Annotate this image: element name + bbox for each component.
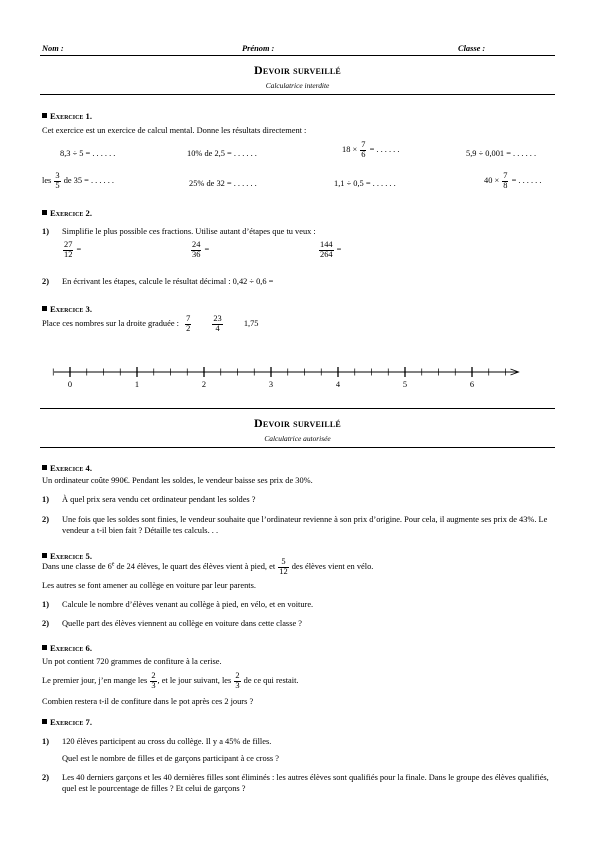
- ex6-line2-pre: Le premier jour, j’en mange les: [42, 676, 148, 686]
- fraction: [191, 241, 201, 260]
- fraction: [63, 241, 73, 260]
- ex3-title: [42, 304, 92, 315]
- ex1-r1-c-pre: 18 ×: [342, 145, 358, 155]
- ex7-title-text: Exercice 7.: [50, 717, 92, 727]
- numerator: 2: [151, 671, 156, 680]
- ex1-r2-a: [42, 172, 114, 191]
- axis-label: 2: [201, 380, 207, 389]
- ex5-intro-pre: Dans une classe de 6: [42, 562, 112, 572]
- ex2-frac3: [318, 241, 341, 260]
- numerator: 7: [503, 171, 508, 180]
- ex5-title-text: Exercice 5.: [50, 551, 92, 561]
- axis-label: 6: [469, 380, 475, 389]
- axis-label: 1: [134, 380, 140, 389]
- axis-label: 4: [335, 380, 341, 389]
- denominator: 3: [151, 680, 156, 690]
- bullet-square-icon: [42, 113, 47, 118]
- numerator: 3: [55, 171, 60, 180]
- numerator: 7: [361, 140, 366, 149]
- ex6-title-text: Exercice 6.: [50, 643, 92, 653]
- ex5-q2: Quelle part des élèves viennent au collège en voiture dans cette classe ?: [62, 619, 302, 628]
- ex1-r2-d: [484, 172, 541, 191]
- ex1-r1-c: [342, 141, 399, 160]
- denominator: 3: [235, 680, 240, 690]
- prenom-label: Prénom :: [242, 44, 275, 53]
- ex6-line2-post: de ce qui restait.: [243, 676, 299, 686]
- denominator: 4: [215, 323, 220, 333]
- ex1-r1-a: 8,3 ÷ 5 = . . . . . .: [60, 149, 116, 158]
- ex4-q2-number: 2): [42, 515, 49, 524]
- ex2-frac1: [62, 241, 81, 260]
- ex5-intro-sup: e: [111, 561, 115, 568]
- ex7-title: [42, 717, 92, 728]
- equals-sign: =: [204, 245, 210, 255]
- ex2-q1: Simplifie le plus possible ces fractions. Utilise autant d’étapes que tu veux :: [62, 227, 316, 236]
- ex3-intro-text: Place ces nombres sur la droite graduée :: [42, 319, 179, 329]
- separator-rule: [40, 408, 555, 409]
- number-line-labels: [68, 380, 474, 389]
- ex1-r2-c: 1,1 ÷ 0,5 = . . . . . .: [334, 179, 396, 188]
- ex7-q2-number: 2): [42, 773, 49, 782]
- denominator: 264: [320, 249, 333, 259]
- fraction: [185, 315, 191, 334]
- number-line: [50, 362, 540, 396]
- ex7-q2: Les 40 derniers garçons et les 40 dernières filles sont éliminés : les autres élèves sont qualifiés pour la finale. Dans le groupe des élèves qualifiés, quel est le pourcentage de filles ? Et celui de garçons ?: [62, 773, 549, 793]
- axis-label: 0: [67, 380, 73, 389]
- ex2-q1-number: 1): [42, 227, 49, 236]
- fraction: [278, 558, 288, 577]
- denominator: 6: [361, 149, 366, 159]
- numerator: 144: [320, 240, 333, 249]
- ex5-intro-mid: de 24 élèves, le quart des élèves vient à pied, et: [114, 562, 276, 572]
- numerator: 7: [186, 314, 191, 323]
- axis-label: 3: [268, 380, 274, 389]
- ex6-line1: Un pot contient 720 grammes de confiture à la cerise.: [42, 657, 222, 666]
- ex5-intro: [42, 558, 373, 577]
- ex7-q1a: 120 élèves participent au cross du collège. Il y a 45% de filles.: [62, 737, 272, 746]
- ex1-r2-a-post: de 35 = . . . . . .: [63, 176, 115, 186]
- ex4-title: [42, 463, 92, 474]
- numerator: 24: [192, 240, 201, 249]
- part1-subtitle: Calculatrice interdite: [265, 81, 330, 90]
- fraction: [150, 672, 156, 691]
- equals-sign: =: [336, 245, 342, 255]
- denominator: 36: [192, 249, 201, 259]
- numerator: 2: [235, 671, 240, 680]
- ex1-title-text: Exercice 1.: [50, 111, 92, 121]
- ex7-q1b: Quel est le nombre de filles et de garçons participant à ce cross ?: [62, 754, 279, 763]
- ex6-line2-mid: , et le jour suivant, les: [157, 676, 232, 686]
- ex1-intro: Cet exercice est un exercice de calcul mental. Donne les résultats directement :: [42, 126, 307, 135]
- bullet-square-icon: [42, 465, 47, 470]
- ex1-r1-d: 5,9 ÷ 0,001 = . . . . . .: [466, 149, 537, 158]
- part1-rule: [40, 94, 555, 95]
- denominator: 2: [186, 323, 191, 333]
- equals-sign: =: [76, 245, 82, 255]
- bullet-square-icon: [42, 306, 47, 311]
- numerator: 27: [64, 240, 73, 249]
- ex1-title: [42, 111, 92, 122]
- ex1-r2-d-post: = . . . . . .: [511, 176, 542, 186]
- ex4-q2: Une fois que les soldes sont finies, le vendeur souhaite que l’ordinateur revienne à son prix d’origine. Pour cela, il augmente ses prix de 43%. Le vendeur a t-il bien fait ? Détaille tes calculs. . .: [62, 515, 548, 535]
- fraction: [54, 172, 60, 191]
- bullet-square-icon: [42, 210, 47, 215]
- ex3-decimal: 1,75: [243, 319, 259, 329]
- numerator: 23: [213, 314, 222, 323]
- fraction: [212, 315, 222, 334]
- ex1-r1-c-post: = . . . . . .: [369, 145, 400, 155]
- ex1-r1-b: 10% de 2,5 = . . . . . .: [187, 149, 257, 158]
- ex4-intro: Un ordinateur coûte 990€. Pendant les soldes, le vendeur baisse ses prix de 30%.: [42, 476, 313, 485]
- ex4-q1: À quel prix sera vendu cet ordinateur pendant les soldes ?: [62, 495, 256, 504]
- nom-label: Nom :: [42, 44, 64, 53]
- part2-title: Devoir surveillé: [254, 416, 341, 430]
- ex2-title-text: Exercice 2.: [50, 208, 92, 218]
- ex5-q1: Calcule le nombre d’élèves venant au collège à pied, en vélo, et en voiture.: [62, 600, 314, 609]
- part1-title: Devoir surveillé: [254, 63, 341, 77]
- bullet-square-icon: [42, 719, 47, 724]
- ex1-r2-a-pre: les: [42, 176, 52, 186]
- ex5-intro-post: des élèves vient en vélo.: [291, 562, 374, 572]
- ex5-intro2: Les autres se font amener au collège en voiture par leur parents.: [42, 581, 256, 590]
- ex6-line3: Combien restera t-il de confiture dans le pot après ces 2 jours ?: [42, 697, 254, 706]
- header-rule: [40, 55, 555, 56]
- numerator: 5: [278, 558, 288, 568]
- ex7-q1-number: 1): [42, 737, 49, 746]
- ex5-q1-number: 1): [42, 600, 49, 609]
- fraction: [360, 141, 366, 160]
- ex2-frac2: [190, 241, 209, 260]
- denominator: 12: [64, 249, 73, 259]
- denominator: 5: [55, 180, 60, 190]
- ex3-intro: [42, 315, 258, 334]
- ex3-title-text: Exercice 3.: [50, 304, 92, 314]
- fraction: [502, 172, 508, 191]
- ex6-line2: [42, 672, 299, 691]
- ex2-title: [42, 208, 92, 219]
- part2-rule: [40, 447, 555, 448]
- ex4-title-text: Exercice 4.: [50, 463, 92, 473]
- bullet-square-icon: [42, 645, 47, 650]
- ex2-q2-number: 2): [42, 277, 49, 286]
- fraction: [234, 672, 240, 691]
- fraction: [319, 241, 334, 260]
- ex5-q2-number: 2): [42, 619, 49, 628]
- ex1-r2-d-pre: 40 ×: [484, 176, 500, 186]
- ex1-r2-b: 25% de 32 = . . . . . .: [189, 179, 257, 188]
- part2-subtitle: Calculatrice autorisée: [264, 434, 331, 443]
- classe-label: Classe :: [458, 44, 486, 53]
- denominator: 12: [279, 566, 288, 576]
- ex6-title: [42, 643, 92, 654]
- ex2-q2: En écrivant les étapes, calcule le résultat décimal : 0,42 ÷ 0,6 =: [62, 277, 274, 286]
- ex4-q1-number: 1): [42, 495, 49, 504]
- axis-label: 5: [402, 380, 408, 389]
- denominator: 8: [503, 180, 508, 190]
